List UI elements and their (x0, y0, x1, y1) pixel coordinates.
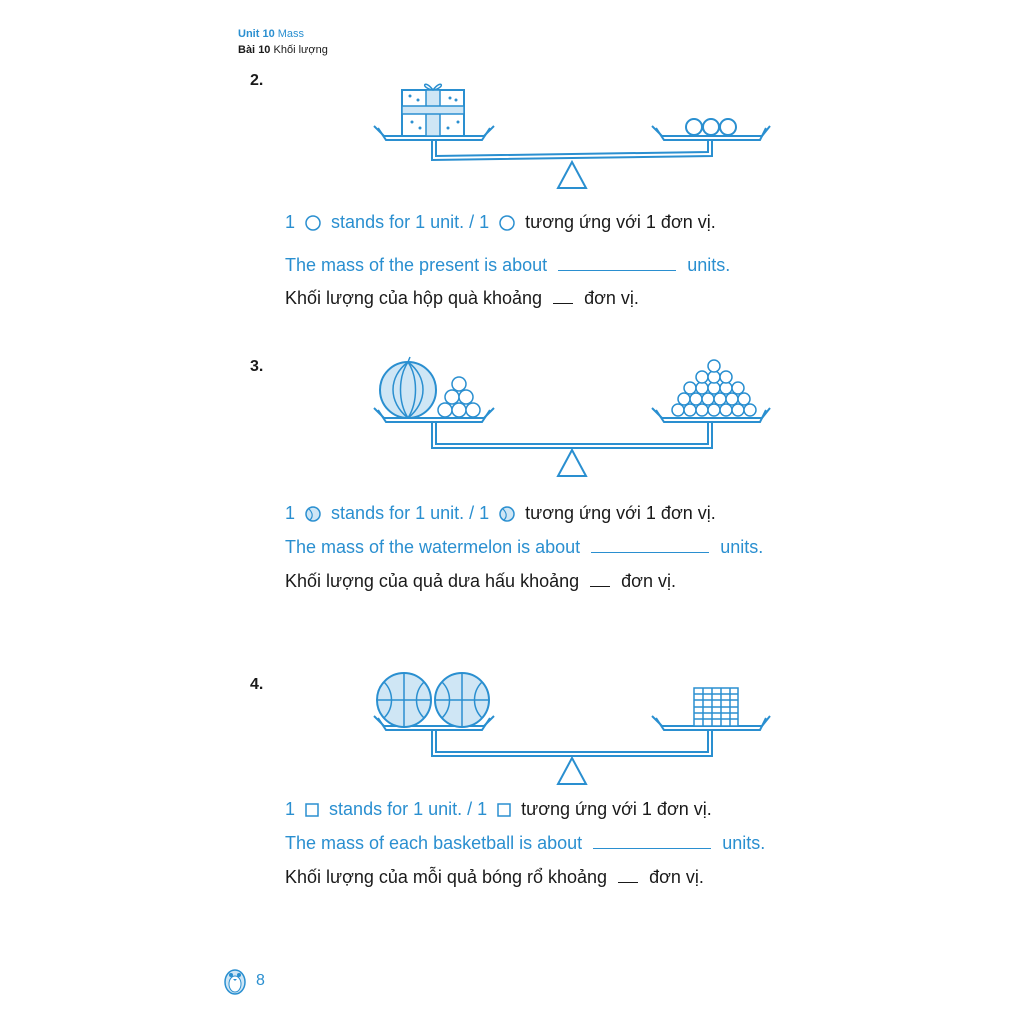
vn-unit-text: tương ứng với 1 đơn vị. (525, 212, 716, 232)
exercise-2-unit-line (285, 212, 716, 233)
marbles-left (438, 377, 480, 417)
unit-prefix: 1 (285, 799, 296, 819)
vn-unit-text: tương ứng với 1 đơn vị. (521, 799, 712, 819)
en-question-text: The mass of each basketball is about (285, 833, 583, 853)
answer-blank-vn[interactable] (553, 302, 573, 304)
vn-units-text: đơn vị. (621, 571, 676, 591)
answer-blank-vn[interactable] (590, 585, 610, 587)
unit-squares-grid (694, 688, 738, 726)
stands-for-text: stands for 1 unit. / 1 (331, 212, 490, 232)
en-units-text: units. (720, 537, 764, 557)
vn-units-text: đơn vị. (649, 867, 704, 887)
balance-scale-basketballs (360, 660, 780, 800)
exercise-4-en-question (285, 833, 765, 854)
unit-header (238, 28, 304, 40)
answer-blank-en[interactable] (593, 847, 711, 849)
exercise-2-vn-question (285, 288, 639, 309)
lesson-label: Bài (238, 44, 256, 56)
marbles-right (672, 360, 756, 416)
vn-question-text: Khối lượng của quả dưa hấu khoảng (285, 571, 580, 591)
answer-blank-en[interactable] (591, 551, 709, 553)
exercise-3-unit-line (285, 503, 716, 524)
exercise-3-en-question (285, 537, 763, 558)
vn-unit-text: tương ứng với 1 đơn vị. (525, 503, 716, 523)
unit-prefix: 1 (285, 503, 296, 523)
basketball-icon (377, 673, 431, 727)
square-unit-icon (304, 802, 320, 818)
exercise-4-vn-question (285, 867, 704, 888)
circle-unit-icon (304, 214, 322, 232)
marble-unit-icon (498, 505, 516, 523)
exercise-2-en-question (285, 255, 730, 276)
unit-label: Unit (238, 28, 260, 40)
stands-for-text: stands for 1 unit. / 1 (331, 503, 490, 523)
unit-prefix: 1 (285, 212, 296, 232)
penguin-mascot-icon (218, 962, 252, 996)
vn-question-text: Khối lượng của hộp quà khoảng (285, 288, 543, 308)
square-unit-icon (496, 802, 512, 818)
en-units-text: units. (722, 833, 766, 853)
basketball-icon (435, 673, 489, 727)
lesson-header (238, 44, 328, 56)
exercise-4-number: 4. (250, 676, 264, 693)
en-question-text: The mass of the watermelon is about (285, 537, 581, 557)
lesson-number: 10 (258, 44, 271, 56)
watermelon-icon (380, 357, 436, 418)
vn-question-text: Khối lượng của mỗi quả bóng rổ khoảng (285, 867, 608, 887)
vn-units-text: đơn vị. (584, 288, 639, 308)
exercise-3-number: 3. (250, 358, 264, 375)
unit-number: 10 (262, 28, 275, 40)
en-units-text: units. (687, 255, 731, 275)
answer-blank-en[interactable] (558, 269, 676, 271)
marble-unit-icon (304, 505, 322, 523)
en-question-text: The mass of the present is about (285, 255, 548, 275)
exercise-2-number: 2. (250, 72, 264, 89)
balance-scale-present (360, 70, 780, 210)
page-number: 8 (256, 972, 265, 989)
exercise-3-vn-question (285, 571, 676, 592)
stands-for-text: stands for 1 unit. / 1 (329, 799, 488, 819)
answer-blank-vn[interactable] (618, 881, 638, 883)
present-icon (402, 84, 464, 136)
unit-circles (686, 119, 736, 135)
circle-unit-icon (498, 214, 516, 232)
balance-scale-watermelon (360, 352, 780, 492)
unit-title: Mass (277, 28, 305, 40)
lesson-title: Khối lượng (273, 44, 328, 56)
exercise-4-unit-line (285, 799, 712, 820)
